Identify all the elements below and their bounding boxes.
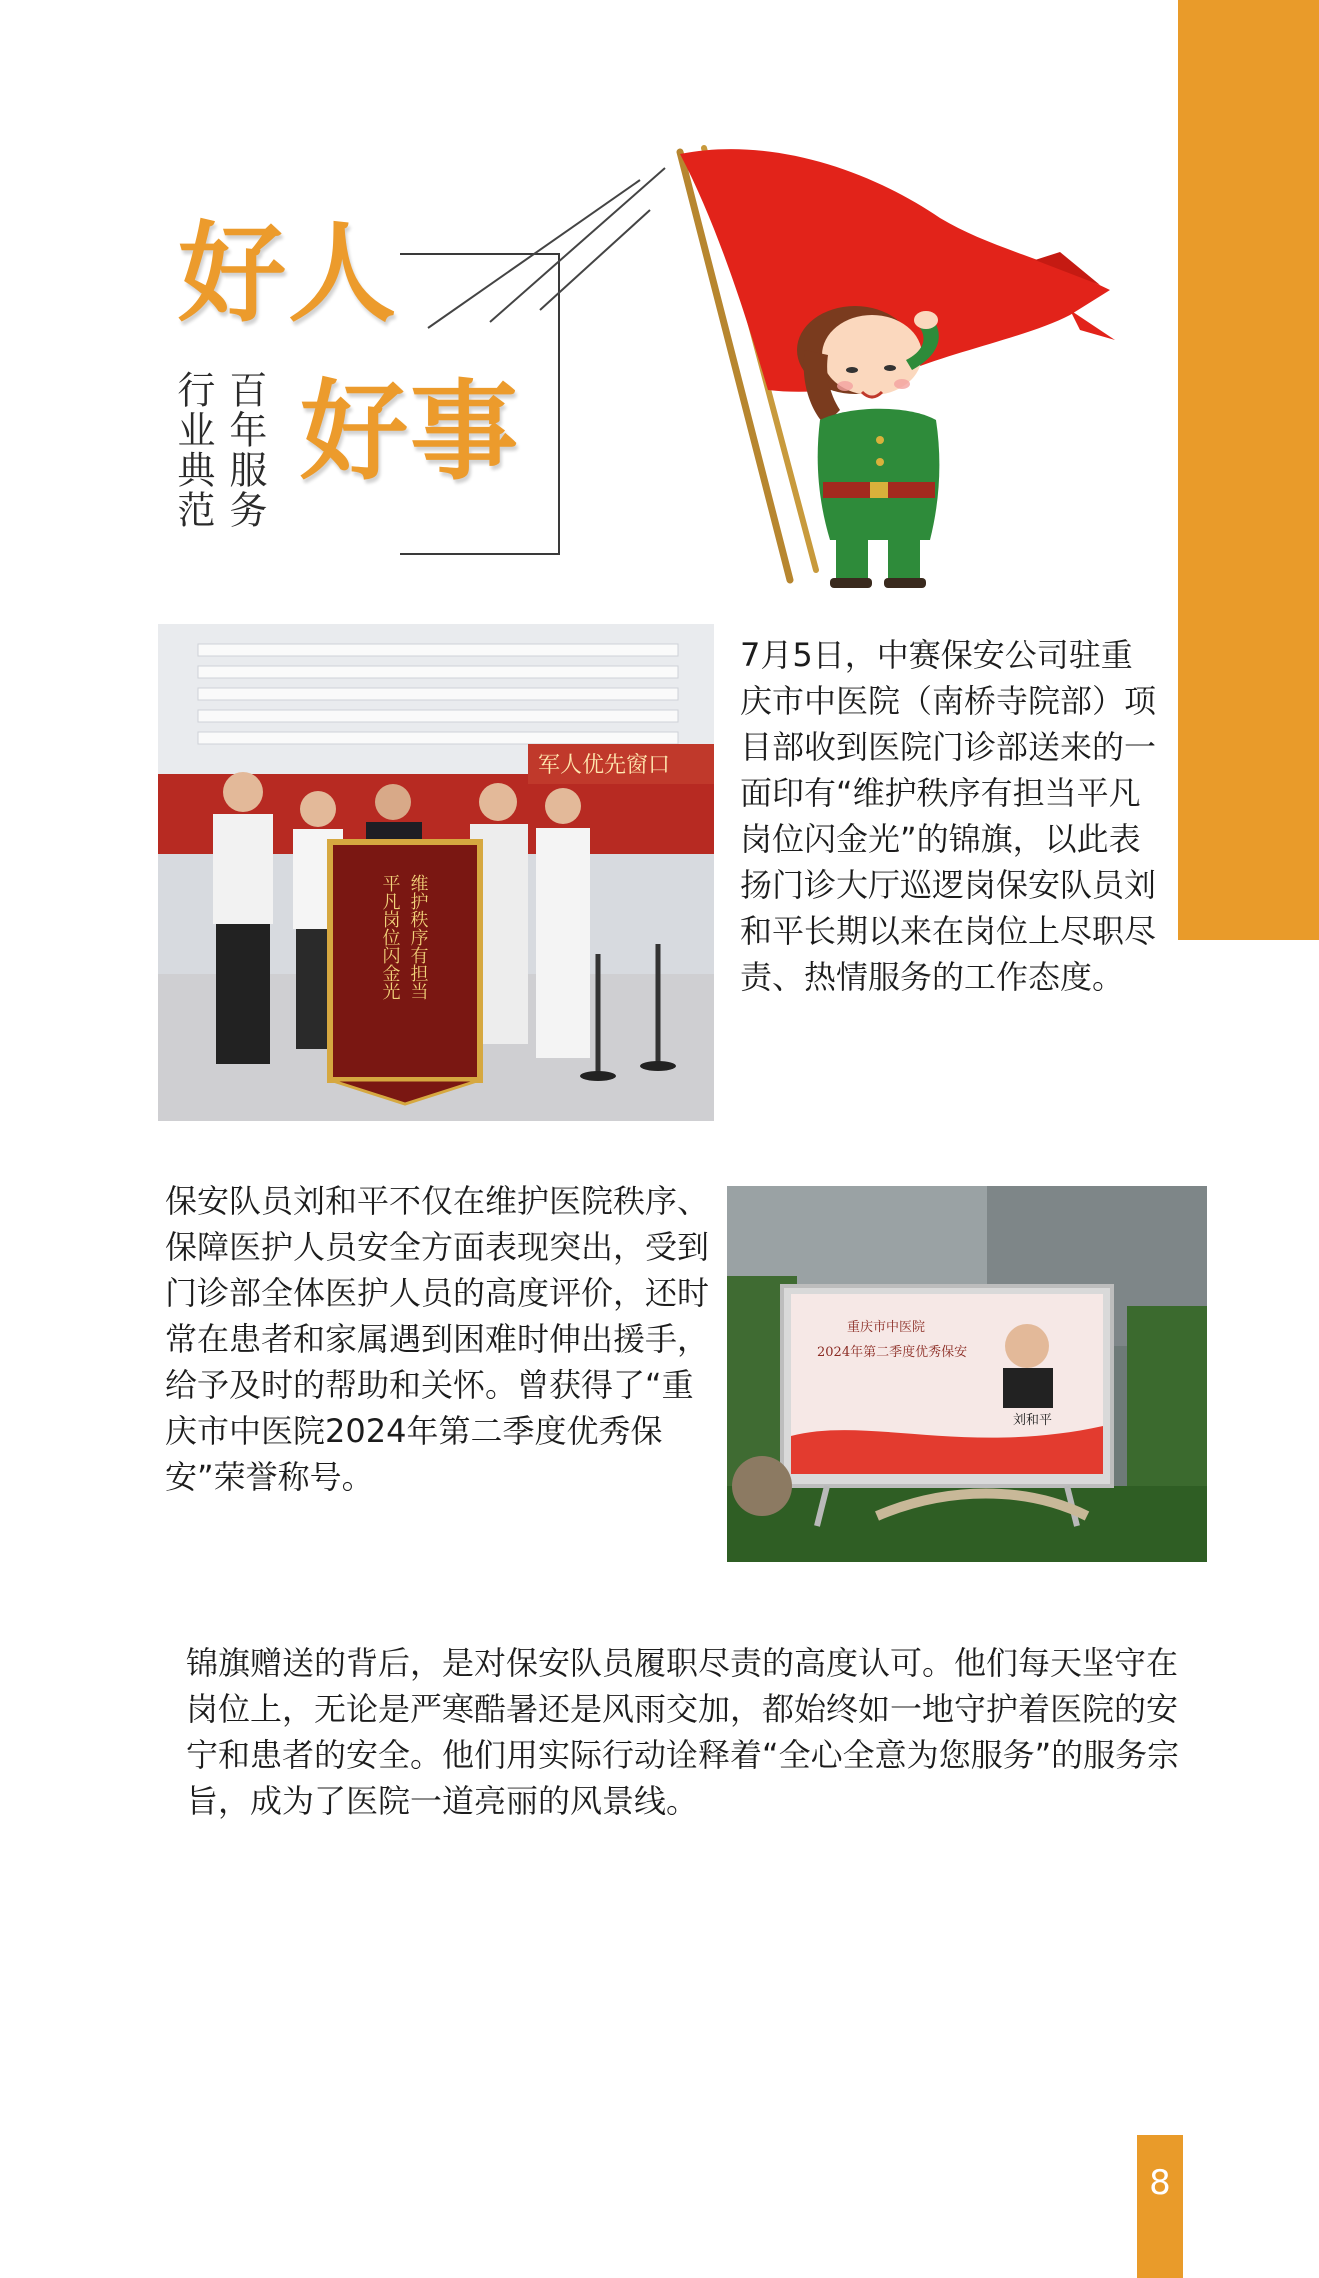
subtitle-col-2: 行业典范 [170,370,215,530]
photo-banner-presentation [158,624,714,1121]
title-haoren: 好人 [178,211,399,337]
side-accent-bar [1178,0,1319,940]
banner-line-2: 平凡岗位闪金光 [379,874,401,1000]
title-haoshi: 好事 [300,369,521,495]
photo-honor-board [727,1186,1207,1562]
board-name: 刘和平 [1013,1413,1053,1428]
flag-soldier-illustration [640,140,1120,600]
decorative-lines [420,150,670,330]
paragraph-honors: 保安队员刘和平不仅在维护医院秩序、保障医护人员安全方面表现突出，受到门诊部全体医护人员的高度评价，还时常在患者和家属遇到困难时伸出援手，给予及时的帮助和关怀。曾获得了“重庆市中医院2024年第二季度优秀保安”荣誉称号。 [165,1182,710,1496]
window-sign: 军人优先窗口 [538,753,671,778]
board-title: 重庆市中医院 [847,1320,926,1335]
page-number-badge [1137,2135,1183,2278]
paragraph-conclusion: 锦旗赠送的背后，是对保安队员履职尽责的高度认可。他们每天坚守在岗位上，无论是严寒酷暑还是风雨交加，都始终如一地守护着医院的安宁和患者的安全。他们用实际行动诠释着“全心全意为您服务”的服务宗旨，成为了医院一道亮丽的风景线。 [186,1644,1180,1820]
page-number: 8 [1149,2163,1171,2203]
paragraph-intro: 7月5日，中赛保安公司驻重庆市中医院（南桥寺院部）项目部收到医院门诊部送来的一面印有“维护秩序有担当平凡岗位闪金光”的锦旗，以此表扬门诊大厅巡逻岗保安队员刘和平长期以来在岗位上尽职尽责、热情服务的工作态度。 [740,636,1157,996]
subtitle-col-1: 百年服务 [222,370,267,530]
banner-line-1: 维护秩序有担当 [407,874,429,1000]
board-subtitle: 2024年第二季度优秀保安 [817,1345,968,1360]
